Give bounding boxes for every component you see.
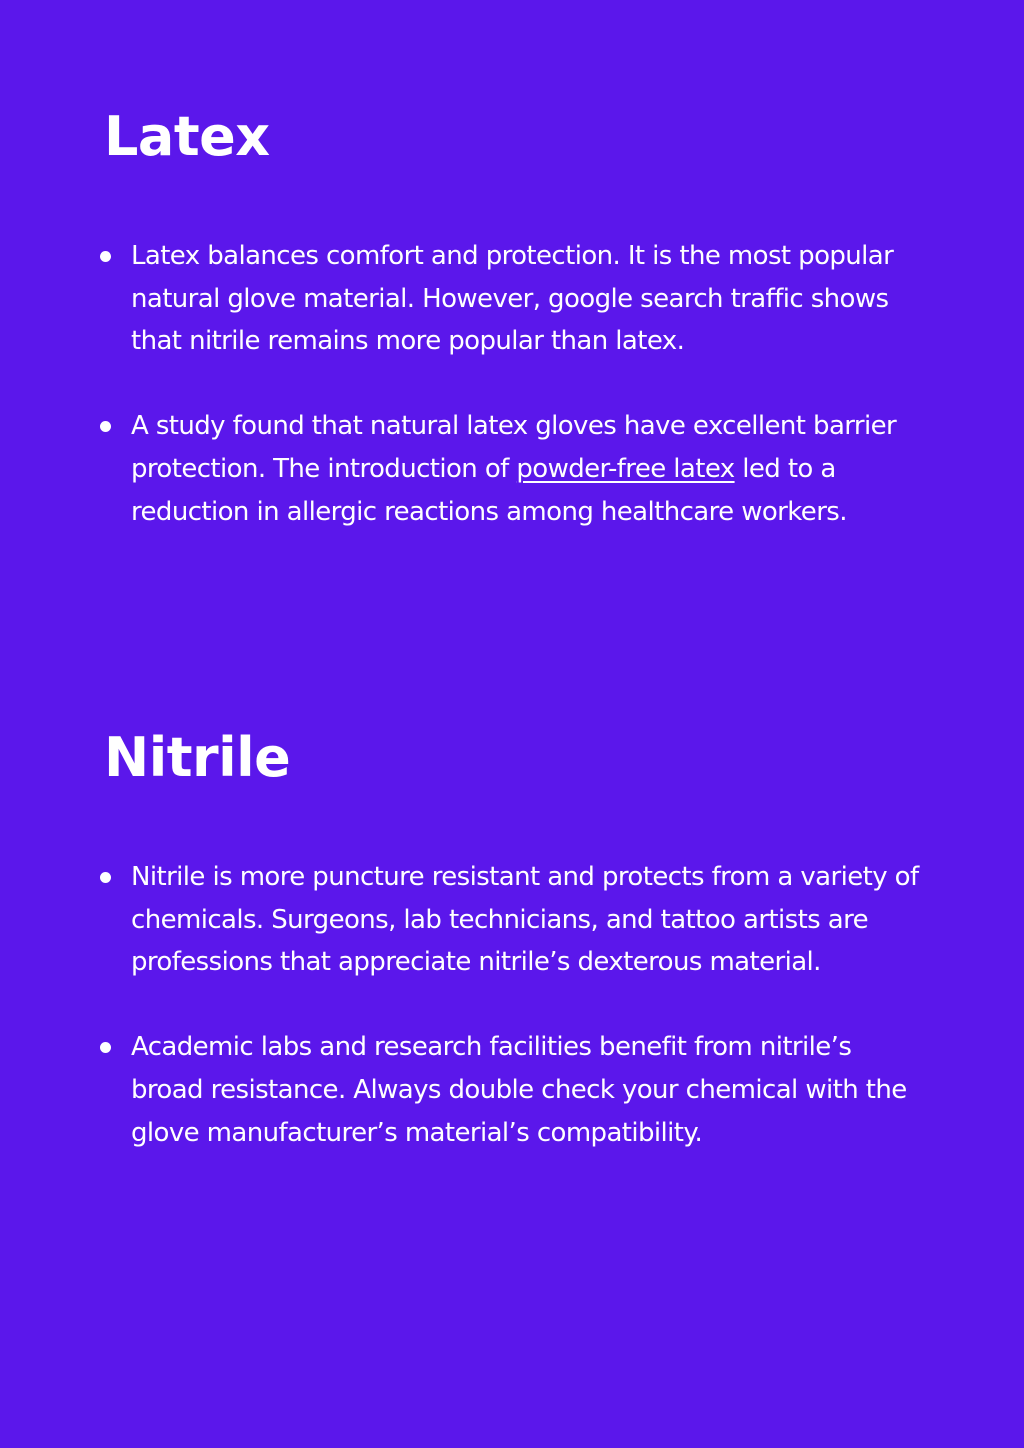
- bullet-text-before-link: A study found that natural latex gloves have excellent barrier protection. The introduction of: [131, 411, 897, 484]
- bullet-dot-icon: [100, 421, 111, 432]
- section-nitrile: [104, 725, 924, 1148]
- bullet-dot-icon: [100, 251, 111, 262]
- section-heading-nitrile: Nitrile: [104, 726, 291, 789]
- bullet-text: Nitrile is more puncture resistant and protects from a variety of chemicals. Surgeons, lab technicians, and tattoo artists are professions that appreciate nitrile’s dexterous material.: [131, 862, 919, 978]
- bullet-item: [104, 235, 924, 363]
- bullet-text: Latex balances comfort and protection. It is the most popular natural glove material. However, google search traffic shows that nitrile remains more popular than latex.: [131, 241, 894, 357]
- bullet-list: [104, 856, 924, 1154]
- bullet-item: [104, 405, 924, 533]
- bullet-dot-icon: [100, 1042, 111, 1053]
- powder-free-latex-link[interactable]: powder-free latex: [516, 453, 735, 484]
- bullet-text: [131, 405, 924, 533]
- bullet-list: [104, 235, 924, 533]
- bullet-text: Academic labs and research facilities benefit from nitrile’s broad resistance. Always double check your chemical with the glove manufacturer’s material’s compatibility.: [131, 1032, 907, 1148]
- section-heading-latex: Latex: [104, 105, 270, 168]
- section-latex: [104, 104, 924, 527]
- bullet-item: [104, 856, 924, 984]
- bullet-item: [104, 1026, 924, 1154]
- bullet-dot-icon: [100, 872, 111, 883]
- bullet-text-after-link: led to a reduction in allergic reactions among healthcare workers.: [131, 453, 847, 527]
